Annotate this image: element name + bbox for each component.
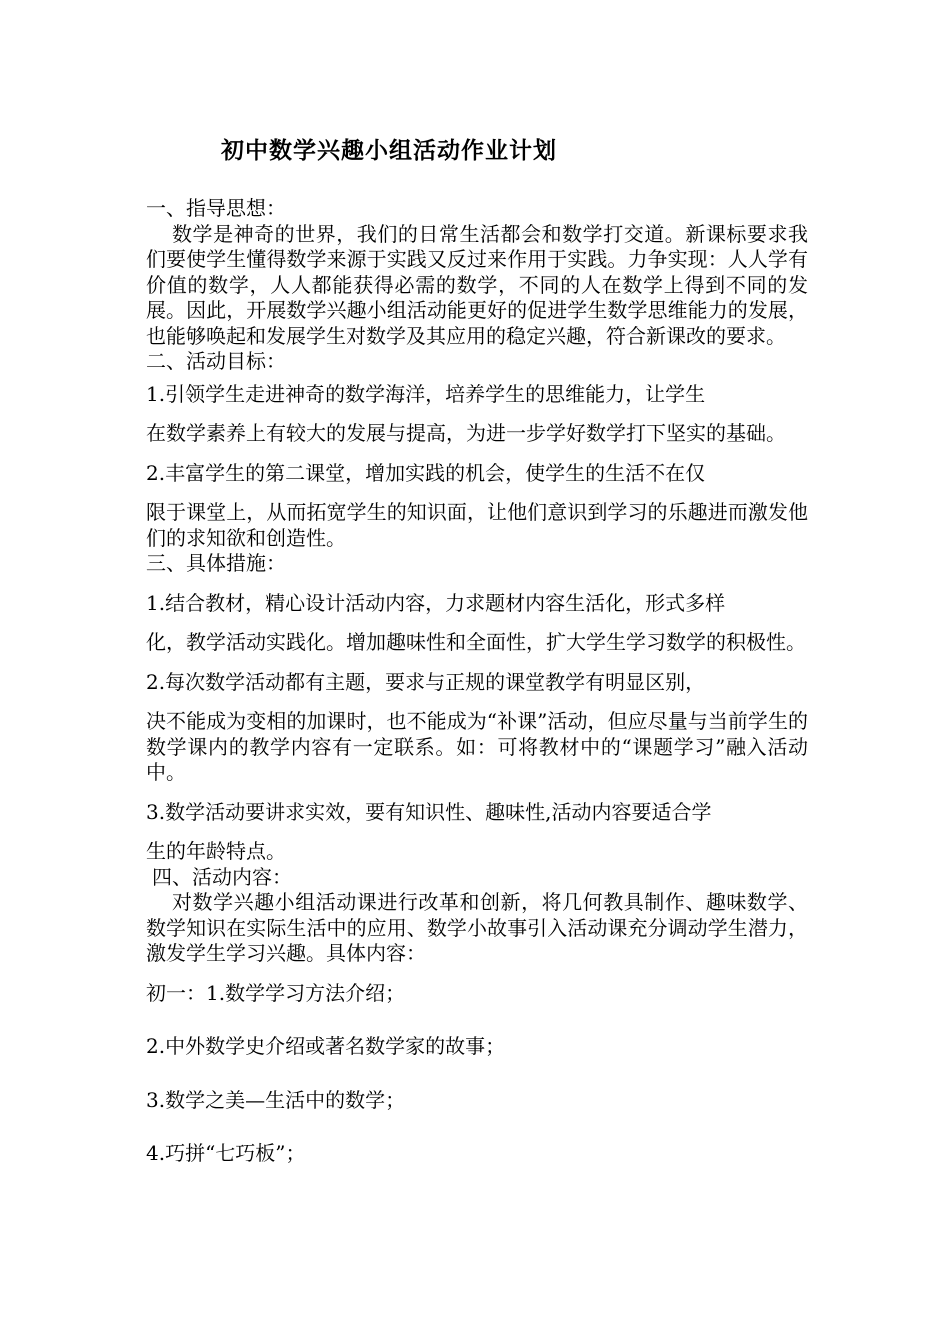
section-4-list-item-2: 2.中外数学史介绍或著名数学家的故事；	[146, 1034, 506, 1058]
section-3-item-2-first-line: 2.每次数学活动都有主题，要求与正规的课堂教学有明显区别，	[146, 669, 706, 694]
section-4-list-item-3: 3.数学之美—生活中的数学；	[146, 1087, 406, 1112]
section-3-item-3-rest: 生的年龄特点。	[146, 839, 286, 863]
section-2-item-2-rest: 限于课堂上，从而拓宽学生的知识面，让他们意识到学习的乐趣进而激发他们的求知欲和创造性。	[146, 500, 808, 550]
section-2-item-1-rest: 在数学素养上有较大的发展与提高，为进一步学好数学打下坚实的基础。	[146, 421, 786, 445]
section-3-item-3-first-line: 3.数学活动要讲求实效，要有知识性、趣味性,活动内容要适合学	[146, 799, 712, 824]
section-3-item-2-rest: 决不能成为变相的加课时，也不能成为“补课”活动，但应尽量与当前学生的数学课内的教学内容有一定联系。如：可将教材中的“课题学习”融入活动中。	[146, 709, 808, 784]
section-4-list-item-4: 4.巧拼“七巧板”；	[146, 1141, 306, 1165]
section-4-heading: 四、活动内容：	[152, 864, 292, 889]
section-2-heading: 二、活动目标：	[146, 349, 286, 373]
section-1-heading: 一、指导思想：	[146, 196, 286, 220]
document-body	[146, 196, 808, 1167]
document-title: 初中数学兴趣小组活动作业计划	[221, 137, 557, 164]
section-3-heading: 三、具体措施：	[146, 551, 286, 575]
section-1-paragraph: 数学是神奇的世界，我们的日常生活都会和数学打交道。新课标要求我们要使学生懂得数学来源于实践又反过来作用于实践。力争实现：人人学有价值的数学，人人都能获得必需的数学，不同的人在数学上得到不同的发展。因此，开展数学兴趣小组活动能更好的促进学生数学思维能力的发展，也能够唤起和发展学生对数学及其应用的稳定兴趣，符合新课改的要求。	[146, 221, 808, 348]
section-4-paragraph: 对数学兴趣小组活动课进行改革和创新，将几何教具制作、趣味数学、数学知识在实际生活中的应用、数学小故事引入活动课充分调动学生潜力，激发学生学习兴趣。具体内容：	[146, 890, 808, 965]
section-3-item-1-rest: 化，教学活动实践化。增加趣味性和全面性，扩大学生学习数学的积极性。	[146, 630, 806, 654]
section-2-item-2-first-line: 2.丰富学生的第二课堂，增加实践的机会，使学生的生活不在仅	[146, 460, 706, 485]
section-3-item-1-first-line: 1.结合教材，精心设计活动内容，力求题材内容生活化，形式多样	[146, 590, 726, 615]
section-4-list-item-1: 初一：1.数学学习方法介绍；	[146, 980, 406, 1005]
section-2-item-1-first-line: 1.引领学生走进神奇的数学海洋，培养学生的思维能力，让学生	[146, 381, 706, 406]
